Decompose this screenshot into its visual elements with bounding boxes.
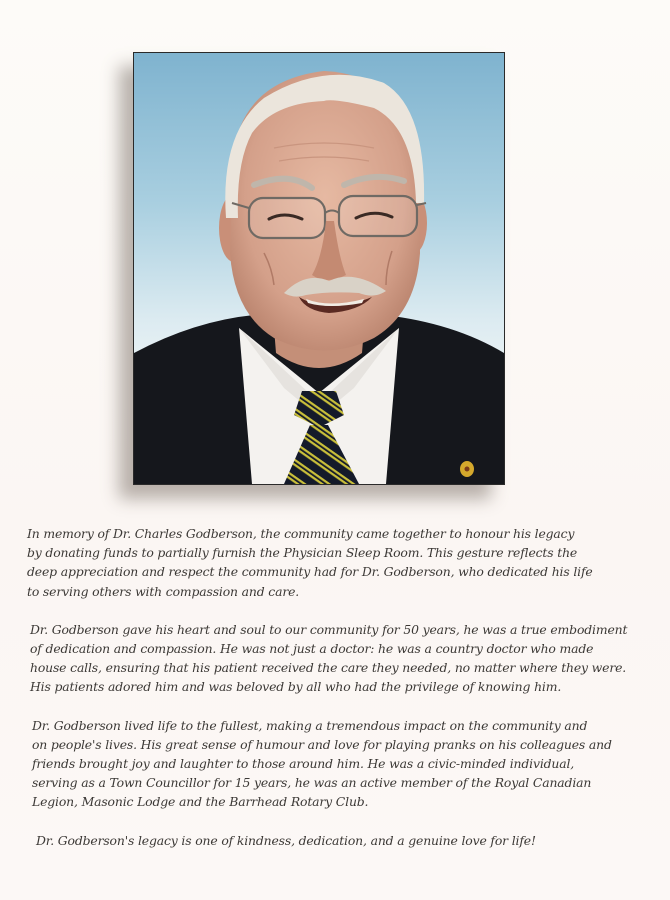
paragraph-legacy xyxy=(36,831,670,850)
text-line: to serving others with compassion and care. xyxy=(27,583,300,599)
text-line: on people's lives. His great sense of humour and love for playing pranks on his colleagues and xyxy=(32,736,612,752)
text-line: Dr. Godberson's legacy is one of kindness, dedication, and a genuine love for life! xyxy=(36,832,536,848)
paragraph-dedication xyxy=(27,524,670,601)
text-line: His patients adored him and was beloved by all who had the privilege of knowing him. xyxy=(30,679,562,695)
text-line: In memory of Dr. Charles Godberson, the community came together to honour his legacy xyxy=(27,526,575,541)
text-line: by donating funds to partially furnish the Physician Sleep Room. This gesture reflects the xyxy=(27,545,578,561)
portrait-photo xyxy=(133,52,505,485)
text-line: Legion, Masonic Lodge and the Barrhead Rotary Club. xyxy=(32,794,369,810)
text-line: friends brought joy and laughter to those around him. He was a civic-minded individual, xyxy=(32,756,575,772)
text-line: Dr. Godberson gave his heart and soul to our community for 50 years, he was a true embodiment xyxy=(30,621,628,637)
text-line: of dedication and compassion. He was not just a doctor: he was a country doctor who made xyxy=(30,641,594,657)
text-line: deep appreciation and respect the community had for Dr. Godberson, who dedicated his life xyxy=(27,564,593,580)
text-line: house calls, ensuring that his patient received the care they needed, no matter where they were. xyxy=(30,660,627,676)
paragraph-service xyxy=(30,620,670,697)
text-line: Dr. Godberson lived life to the fullest, making a tremendous impact on the community and xyxy=(32,717,588,733)
paragraph-life xyxy=(32,716,670,812)
text-line: serving as a Town Councillor for 15 years, he was an active member of the Royal Canadian xyxy=(32,775,592,791)
portrait-illustration xyxy=(134,53,504,484)
memorial-text xyxy=(0,524,670,850)
